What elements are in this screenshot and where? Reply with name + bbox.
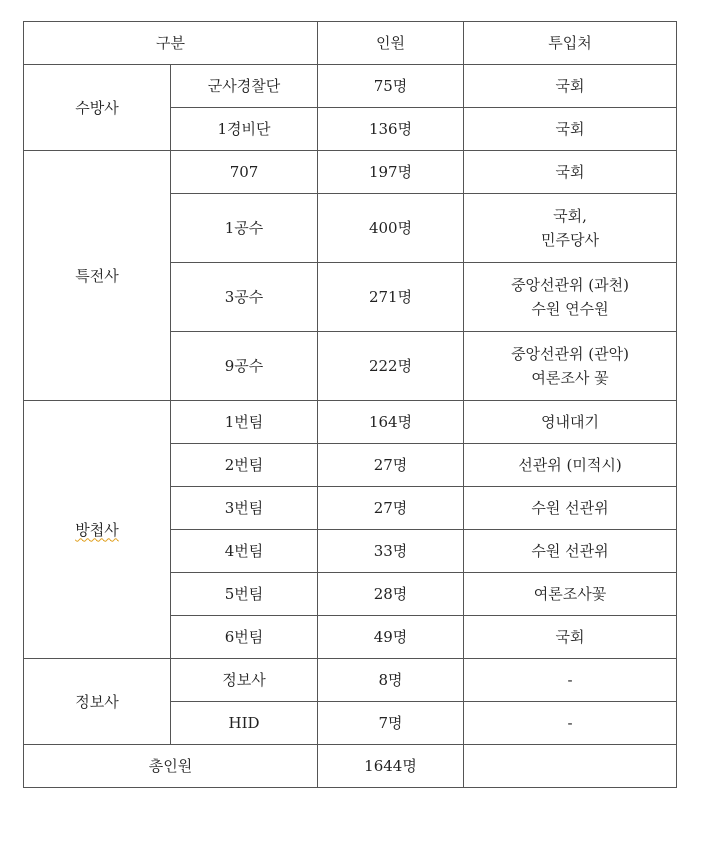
destination-line: 여론조사 꽃 [531,369,609,387]
subunit-cell: 4번팀 [171,530,318,573]
unit-cell [24,401,171,659]
table-row [24,401,677,444]
destination-cell: 여론조사꽃 [464,573,677,616]
destination-line: 민주당사 [541,231,599,249]
table-row [24,659,677,702]
table-row [24,151,677,194]
count-cell: 7명 [318,702,464,745]
destination-line: 국회, [553,207,587,225]
table-row [24,65,677,108]
destination-cell: 국회 [464,65,677,108]
count-cell: 27명 [318,487,464,530]
subunit-cell: 3번팀 [171,487,318,530]
destination-cell: 영내대기 [464,401,677,444]
count-cell: 164명 [318,401,464,444]
subunit-cell: 3공수 [171,263,318,332]
destination-cell: 수원 선관위 [464,487,677,530]
destination-cell [464,194,677,263]
destination-line: 중앙선관위 (관악) [511,345,629,363]
destination-cell [464,332,677,401]
unit-cell: 정보사 [24,659,171,745]
total-label: 총인원 [24,745,318,788]
subunit-cell: HID [171,702,318,745]
subunit-cell: 2번팀 [171,444,318,487]
unit-cell: 특전사 [24,151,171,401]
subunit-cell: 5번팀 [171,573,318,616]
subunit-cell: 9공수 [171,332,318,401]
header-destination: 투입처 [464,22,677,65]
subunit-cell: 707 [171,151,318,194]
count-cell: 49명 [318,616,464,659]
count-cell: 75명 [318,65,464,108]
subunit-cell: 1공수 [171,194,318,263]
destination-cell: - [464,659,677,702]
unit-label: 방첩사 [75,520,119,539]
destination-line: 중앙선관위 (과천) [511,276,629,294]
subunit-cell: 군사경찰단 [171,65,318,108]
destination-cell: 국회 [464,616,677,659]
unit-cell: 수방사 [24,65,171,151]
destination-cell: 국회 [464,151,677,194]
destination-cell: 수원 선관위 [464,530,677,573]
total-row [24,745,677,788]
header-row [24,22,677,65]
count-cell: 197명 [318,151,464,194]
count-cell: 136명 [318,108,464,151]
destination-cell [464,263,677,332]
count-cell: 27명 [318,444,464,487]
subunit-cell: 1번팀 [171,401,318,444]
subunit-cell: 1경비단 [171,108,318,151]
header-category: 구분 [24,22,318,65]
count-cell: 28명 [318,573,464,616]
header-personnel: 인원 [318,22,464,65]
destination-cell: 국회 [464,108,677,151]
destination-cell: 선관위 (미적시) [464,444,677,487]
total-count: 1644명 [318,745,464,788]
count-cell: 271명 [318,263,464,332]
count-cell: 33명 [318,530,464,573]
count-cell: 222명 [318,332,464,401]
destination-cell: - [464,702,677,745]
total-destination [464,745,677,788]
subunit-cell: 6번팀 [171,616,318,659]
count-cell: 8명 [318,659,464,702]
personnel-deployment-table [23,21,677,788]
destination-line: 수원 연수원 [531,300,609,318]
count-cell: 400명 [318,194,464,263]
subunit-cell: 정보사 [171,659,318,702]
